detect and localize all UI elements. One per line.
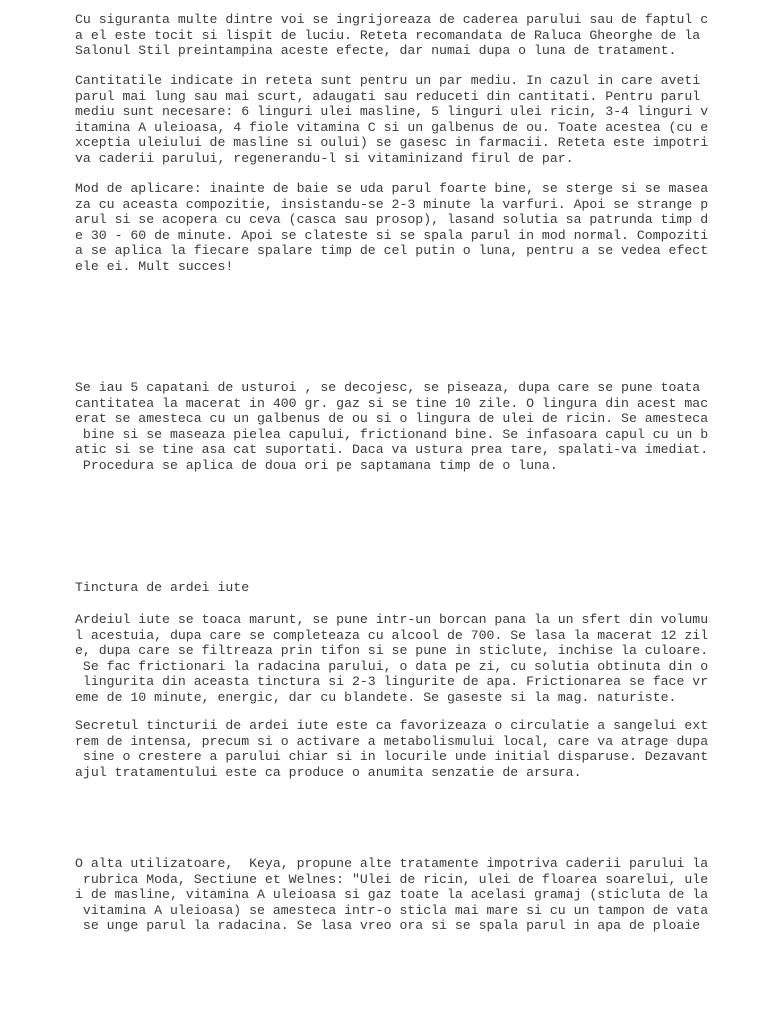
text-line: za cu aceasta compozitie, insistandu-se 2-3 minute la varfuri. Apoi se strange p — [75, 196, 709, 212]
paragraph-chili-secret — [75, 718, 708, 780]
paragraph-intro — [75, 12, 708, 59]
text-line: atic si se tine asa cat suportati. Daca va ustura prea tare, spalati-va imediat. — [75, 442, 709, 457]
text-line: sine o crestere a parului chiar si in locurile unde initial disparuse. Dezavant — [75, 749, 709, 764]
text-line: lingurita din aceasta tinctura si 2-3 lingurite de apa. Frictionarea se face vr — [75, 674, 709, 689]
heading-text: Tinctura de ardei iute — [75, 580, 250, 595]
paragraph-other-treatments — [75, 856, 708, 934]
paragraph-application — [75, 181, 708, 274]
text-line: l acestuia, dupa care se completeaza cu alcool de 700. Se lasa la macerat 12 zil — [75, 627, 709, 643]
text-line: rem de intensa, precum si o activare a metabolismului local, care va atrage dupa — [75, 733, 709, 749]
text-line: Mod de aplicare: inainte de baie se uda parul foarte bine, se sterge si se masea — [75, 181, 709, 196]
text-line: Se iau 5 capatani de usturoi , se decojesc, se piseaza, dupa care se pune toata — [75, 380, 701, 395]
text-line: Cantitatile indicate in reteta sunt pentru un par mediu. In cazul in care aveti — [75, 73, 701, 88]
section-heading — [75, 580, 249, 596]
text-line: Cu siguranta multe dintre voi se ingrijoreaza de caderea parului sau de faptul c — [75, 12, 709, 27]
text-line: i de masline, vitamina A uleioasa si gaz toate la acelasi gramaj (sticluta de la — [75, 887, 709, 902]
text-line: e, dupa care se filtreaza prin tifon si se pune in sticlute, inchise la culoare. — [75, 643, 709, 658]
text-line: Secretul tincturii de ardei iute este ca favorizeaza o circulatie a sangelui ext — [75, 718, 709, 733]
paragraph-garlic-recipe — [75, 380, 708, 473]
text-line: mediu sunt necesare: 6 linguri ulei masline, 5 linguri ulei ricin, 3-4 linguri v — [75, 104, 709, 119]
text-line: Procedura se aplica de doua ori pe saptamana timp de o luna. — [75, 457, 558, 473]
text-line: Se fac frictionari la radacina parului, o data pe zi, cu solutia obtinuta din o — [75, 658, 709, 674]
text-line: xceptia uleiului de masline si oului) se gasesc in farmacii. Reteta este impotri — [75, 135, 709, 150]
text-line: a el este tocit si lispit de luciu. Reteta recomandata de Raluca Gheorghe de la — [75, 27, 701, 43]
text-line: erat se amesteca cu un galbenus de ou si o lingura de ulei de ricin. Se amesteca — [75, 411, 709, 426]
text-line: rubrica Moda, Sectiune et Welnes: "Ulei de ricin, ulei de floarea soarelui, ule — [75, 871, 709, 887]
text-line: Ardeiul iute se toaca marunt, se pune intr-un borcan pana la un sfert din volumu — [75, 612, 709, 627]
paragraph-quantities — [75, 73, 708, 166]
text-line: cantitatea la macerat in 400 gr. gaz si se tine 10 zile. O lingura din acest mac — [75, 395, 709, 411]
text-line: parul mai lung sau mai scurt, adaugati sau reduceti din cantitati. Pentru parul — [75, 88, 701, 104]
text-line: a se aplica la fiecare spalare timp de cel putin o luna, pentru a se vedea efect — [75, 243, 709, 258]
text-line: bine si se maseaza pielea capului, frictionand bine. Se infasoara capul cu un b — [75, 426, 709, 442]
text-line: se unge parul la radacina. Se lasa vreo ora si se spala parul in apa de ploaie — [75, 918, 701, 933]
text-line: e 30 - 60 de minute. Apoi se clateste si se spala parul in mod normal. Compoziti — [75, 227, 709, 243]
text-line: itamina A uleioasa, 4 fiole vitamina C si un galbenus de ou. Toate acestea (cu e — [75, 119, 709, 135]
text-line: O alta utilizatoare, Keya, propune alte tratamente impotriva caderii parului la — [75, 856, 709, 871]
text-line: vitamina A uleioasa) se amesteca intr-o sticla mai mare si cu un tampon de vata — [75, 902, 709, 918]
text-line: ele ei. Mult succes! — [75, 258, 234, 274]
text-line: arul si se acopera cu ceva (casca sau prosop), lasand solutia sa patrunda timp d — [75, 212, 709, 227]
text-line: eme de 10 minute, energic, dar cu blandete. Se gaseste si la mag. naturiste. — [75, 689, 677, 705]
text-line: ajul tratamentului este ca produce o anumita senzatie de arsura. — [75, 764, 582, 780]
text-line: Salonul Stil preintampina aceste efecte, dar numai dupa o luna de tratament. — [75, 43, 677, 58]
text-line: va caderii parului, regenerandu-l si vitaminizand firul de par. — [75, 150, 574, 166]
paragraph-chili-recipe — [75, 612, 708, 705]
